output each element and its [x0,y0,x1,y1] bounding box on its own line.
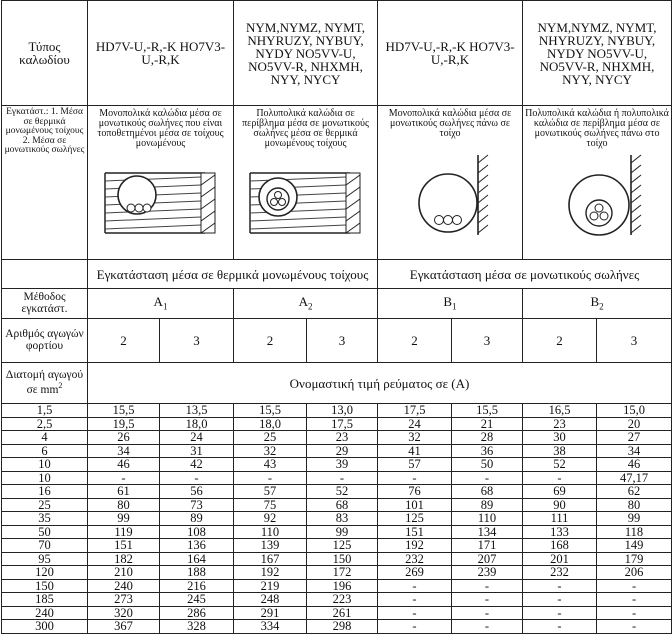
table-row [2,444,672,458]
current-value-cell: 320 [88,606,160,620]
cable-type-cell: HD7V-U,-R,-K HO7V3-U,-R,K [378,1,523,106]
current-value-cell: 24 [378,417,452,431]
method-label: Μέθοδος εγκατάστ. [2,289,88,319]
current-value-cell: 111 [523,512,597,526]
cross-section-cell: 150 [2,579,88,593]
current-value-cell: 15,5 [234,404,307,418]
current-value-cell: 206 [597,566,672,580]
current-value-cell: 118 [597,525,672,539]
current-value-cell: 168 [523,539,597,553]
cross-section-cell: 4 [2,431,88,445]
current-value-cell: 139 [234,539,307,553]
current-value-cell: 20 [597,417,672,431]
conductors-row [2,319,672,363]
conductors-label: Αριθμός αγωγών φορτίου [2,319,88,363]
current-value-cell: - [378,471,452,485]
conductors-count: 2 [234,319,307,363]
current-value-cell: 240 [88,579,160,593]
cable-type-cell: HD7V-U,-R,-K HO7V3-U,-R,K [88,1,234,106]
current-value-cell: - [378,620,452,634]
current-value-cell: 328 [160,620,234,634]
current-value-cell: 110 [452,512,523,526]
current-value-cell: 80 [88,498,160,512]
installation-cell-b2 [523,106,672,260]
current-value-cell: 367 [88,620,160,634]
current-value-cell: 207 [452,552,523,566]
current-value-cell: 99 [597,512,672,526]
cross-section-cell: 16 [2,485,88,499]
conductors-count: 3 [452,319,523,363]
current-value-cell: 182 [88,552,160,566]
current-value-cell: 52 [523,458,597,472]
current-value-cell: 101 [378,498,452,512]
cross-section-cell: 25 [2,498,88,512]
current-value-cell: 28 [452,431,523,445]
current-value-cell: 43 [234,458,307,472]
installation-row [2,106,672,260]
current-value-cell: 125 [378,512,452,526]
current-value-cell: - [234,471,307,485]
current-value-cell: 239 [452,566,523,580]
current-value-cell: 39 [307,458,378,472]
cross-section-cell: 10 [2,471,88,485]
cross-section-cell: 2,5 [2,417,88,431]
cable-type-cell: NYM,NYMZ, NYMT, NHYRUZY, NYBUY, NYDY NO5VV-U, NO5VV-R, NHXMH, NYY, NYCY [523,1,672,106]
conductors-count: 2 [523,319,597,363]
current-value-cell: 50 [452,458,523,472]
group-insulated-walls: Εγκατάσταση μέσα σε θερμικά μονωμένους τοίχους [88,260,378,289]
current-value-cell: 196 [307,579,378,593]
cable-type-row [2,1,672,106]
table-row [2,404,672,418]
table-row [2,512,672,526]
current-value-cell: 134 [452,525,523,539]
current-value-cell: 18,0 [234,417,307,431]
table-row [2,620,672,634]
cross-section-cell: 70 [2,539,88,553]
table-row [2,566,672,580]
current-value-cell: 125 [307,539,378,553]
current-values [2,404,672,634]
current-value-cell: 34 [88,444,160,458]
current-value-cell: - [597,620,672,634]
installation-cell-a2 [234,106,378,260]
current-value-cell: 269 [378,566,452,580]
installation-description: Πολυπολικά καλώδια σε περίβλημα μέσα σε μονωτικούς σωλήνες μέσα σε θερμικά μονωμένους τοίχους [242,108,369,149]
current-value-cell: 192 [378,539,452,553]
current-value-cell: 99 [307,525,378,539]
current-value-cell: - [452,593,523,607]
section-label: Διατομή αγωγού σε $mm^2$ [2,363,88,404]
current-value-cell: 89 [452,498,523,512]
current-value-cell: - [523,606,597,620]
table-row [2,431,672,445]
current-value-cell: 110 [234,525,307,539]
current-value-cell: 32 [234,444,307,458]
current-value-cell: - [452,579,523,593]
conductors-count: 3 [307,319,378,363]
current-value-cell: 46 [88,458,160,472]
current-value-cell: 76 [378,485,452,499]
insulated-wall-conduit-diagram [101,171,221,235]
current-value-cell: 23 [307,431,378,445]
current-value-cell: 108 [160,525,234,539]
current-value-cell: 90 [523,498,597,512]
current-value-cell: - [597,579,672,593]
cross-section-cell: 240 [2,606,88,620]
current-value-cell: 298 [307,620,378,634]
current-value-cell: 89 [160,512,234,526]
current-value-cell: 41 [378,444,452,458]
current-value-cell: 57 [234,485,307,499]
current-value-cell: 92 [234,512,307,526]
current-value-cell: 80 [597,498,672,512]
current-value-cell: 34 [597,444,672,458]
current-value-cell: 219 [234,579,307,593]
current-value-cell: 164 [160,552,234,566]
cross-section-cell: 10 [2,458,88,472]
current-value-cell: - [597,593,672,607]
table-row [2,593,672,607]
current-value-cell: 23 [523,417,597,431]
rated-current-label: Ονομαστική τιμή ρεύματος σε (A) [88,363,672,404]
current-value-cell: 192 [234,566,307,580]
current-value-cell: 32 [378,431,452,445]
table-row [2,525,672,539]
current-value-cell: - [523,579,597,593]
current-value-cell: 27 [597,431,672,445]
current-value-cell: 223 [307,593,378,607]
current-value-cell: 119 [88,525,160,539]
current-value-cell: - [452,620,523,634]
group-row [2,260,672,289]
current-value-cell: - [597,606,672,620]
current-value-cell: - [378,579,452,593]
current-value-cell: 232 [378,552,452,566]
method-b2: $B_2$ [523,289,672,319]
current-value-cell: 16,5 [523,404,597,418]
current-value-cell: 18,0 [160,417,234,431]
current-value-cell: 179 [597,552,672,566]
current-value-cell: 261 [307,606,378,620]
current-value-cell: 46 [597,458,672,472]
current-value-cell: - [452,606,523,620]
current-value-cell: 133 [523,525,597,539]
method-b1: $B_1$ [378,289,523,319]
current-value-cell: 149 [597,539,672,553]
current-value-cell: 62 [597,485,672,499]
current-value-cell: 83 [307,512,378,526]
current-value-cell: 151 [88,539,160,553]
table-row [2,485,672,499]
installation-description: Μονοπολικά καλώδια μέσα σε μονωτικούς σωλήνες πάνω σε τοίχο [388,108,512,139]
current-value-cell: - [378,606,452,620]
cross-section-cell: 50 [2,525,88,539]
surface-multicore-conduit-diagram [537,153,657,237]
current-value-cell: 31 [160,444,234,458]
current-value-cell: 286 [160,606,234,620]
current-value-cell: 68 [452,485,523,499]
current-value-cell: 291 [234,606,307,620]
method-a2: $A_2$ [234,289,378,319]
current-value-cell: 30 [523,431,597,445]
cable-type-cell: NYM,NYMZ, NYMT, NHYRUZY, NYBUY, NYDY NO5VV-U, NO5VV-R, NHXMH, NYY, NYCY [234,1,378,106]
installation-label: Εγκατάστ.: 1. Μέσα σε θερμικά μονωμένους τοίχους 2. Μέσα σε μονωτικούς σωλήνες [2,106,88,260]
current-value-cell: 273 [88,593,160,607]
current-value-cell: - [452,471,523,485]
current-value-cell: 334 [234,620,307,634]
cross-section-cell: 6 [2,444,88,458]
current-value-cell: 75 [234,498,307,512]
current-value-cell: 24 [160,431,234,445]
current-value-cell: 15,5 [88,404,160,418]
current-value-cell: 29 [307,444,378,458]
current-value-cell: 15,5 [452,404,523,418]
current-value-cell: 17,5 [307,417,378,431]
installation-description: Πολυπολικά καλώδια ή πολυπολικά καλώδια σε περίβλημα μέσα σε μονωτικούς σωλήνες πάνω στο τοίχο [525,108,669,149]
table-row [2,458,672,472]
table-row [2,471,672,485]
cross-section-cell: 120 [2,566,88,580]
cable-type-label: Τύπος καλωδίου [2,1,88,106]
current-value-cell: 47,17 [597,471,672,485]
current-value-cell: 13,5 [160,404,234,418]
current-value-cell: - [378,593,452,607]
current-value-cell: 201 [523,552,597,566]
conductors-count: 3 [160,319,234,363]
current-value-cell: 73 [160,498,234,512]
current-value-cell: 25 [234,431,307,445]
current-value-cell: - [523,593,597,607]
installation-cell-a1 [88,106,234,260]
current-value-cell: 19,5 [88,417,160,431]
table-row [2,579,672,593]
table-row [2,606,672,620]
current-value-cell: 36 [452,444,523,458]
current-value-cell: 210 [88,566,160,580]
conductors-count: 2 [88,319,160,363]
group-conduits: Εγκατάσταση μέσα σε μονωτικούς σωλήνες [378,260,672,289]
cross-section-cell: 185 [2,593,88,607]
surface-conduit-diagram [390,153,510,237]
table-row [2,539,672,553]
cross-section-cell: 300 [2,620,88,634]
current-value-cell: - [160,471,234,485]
current-value-cell: 171 [452,539,523,553]
current-value-cell: - [523,471,597,485]
current-value-cell: 150 [307,552,378,566]
current-value-cell: 68 [307,498,378,512]
conductors-count: 3 [597,319,672,363]
insulated-wall-multicore-diagram [246,171,366,235]
section-row [2,363,672,404]
current-value-cell: 99 [88,512,160,526]
cable-current-table [1,0,672,634]
current-value-cell: 245 [160,593,234,607]
method-row [2,289,672,319]
group-spacer [2,260,88,289]
current-value-cell: 136 [160,539,234,553]
current-value-cell: 56 [160,485,234,499]
table-row [2,417,672,431]
cross-section-cell: 35 [2,512,88,526]
table-row [2,552,672,566]
installation-cell-b1 [378,106,523,260]
current-value-cell: 248 [234,593,307,607]
cross-section-cell: 1,5 [2,404,88,418]
current-value-cell: 21 [452,417,523,431]
current-value-cell: - [523,620,597,634]
current-value-cell: 167 [234,552,307,566]
installation-description: Μονοπολικά καλώδια μέσα σε μονωτικούς σωλήνες που είναι τοποθετημένοι μέσα σε τοίχους μονωμένους [97,108,224,149]
current-value-cell: 15,0 [597,404,672,418]
table-row [2,498,672,512]
current-value-cell: 151 [378,525,452,539]
current-value-cell: 61 [88,485,160,499]
method-a1: $A_1$ [88,289,234,319]
cross-section-cell: 95 [2,552,88,566]
current-value-cell: - [307,471,378,485]
current-value-cell: 26 [88,431,160,445]
current-value-cell: 42 [160,458,234,472]
current-value-cell: - [88,471,160,485]
current-value-cell: 38 [523,444,597,458]
current-value-cell: 57 [378,458,452,472]
current-value-cell: 52 [307,485,378,499]
current-value-cell: 13,0 [307,404,378,418]
current-value-cell: 172 [307,566,378,580]
current-value-cell: 69 [523,485,597,499]
conductors-count: 2 [378,319,452,363]
current-value-cell: 216 [160,579,234,593]
current-value-cell: 188 [160,566,234,580]
current-value-cell: 17,5 [378,404,452,418]
current-value-cell: 232 [523,566,597,580]
